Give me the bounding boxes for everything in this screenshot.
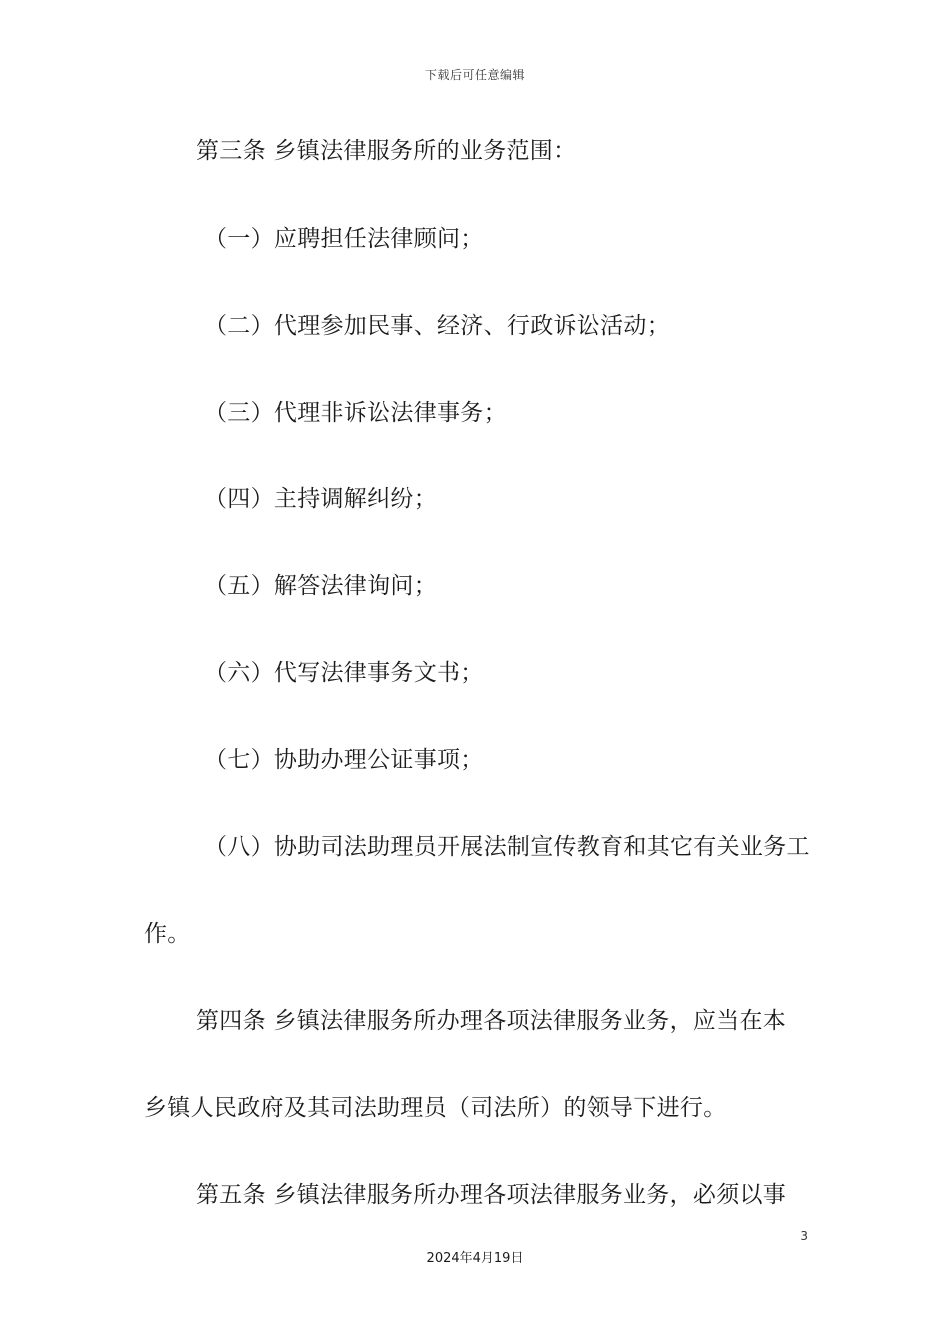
item-7: （七）协助办理公证事项；	[204, 747, 484, 773]
article-3-heading: 第三条 乡镇法律服务所的业务范围：	[196, 138, 577, 164]
article-4-line-1: 第四条 乡镇法律服务所办理各项法律服务业务，应当在本	[196, 1008, 787, 1034]
item-4: （四）主持调解纠纷；	[204, 486, 437, 512]
item-8-continuation: 作。	[144, 921, 191, 947]
item-3: （三）代理非诉讼法律事务；	[204, 400, 507, 426]
item-6: （六）代写法律事务文书；	[204, 660, 484, 686]
item-2: （二）代理参加民事、经济、行政诉讼活动；	[204, 313, 670, 339]
article-5-line-1: 第五条 乡镇法律服务所办理各项法律服务业务，必须以事	[196, 1182, 787, 1208]
article-4-line-2: 乡镇人民政府及其司法助理员（司法所）的领导下进行。	[144, 1095, 727, 1121]
page-header-note: 下载后可任意编辑	[424, 68, 525, 82]
footer-date: 2024年4月19日	[426, 1251, 524, 1266]
item-5: （五）解答法律询问；	[204, 573, 437, 599]
item-8: （八）协助司法助理员开展法制宣传教育和其它有关业务工	[204, 834, 810, 860]
page-number: 3	[800, 1229, 808, 1243]
item-1: （一）应聘担任法律顾问；	[204, 226, 484, 252]
